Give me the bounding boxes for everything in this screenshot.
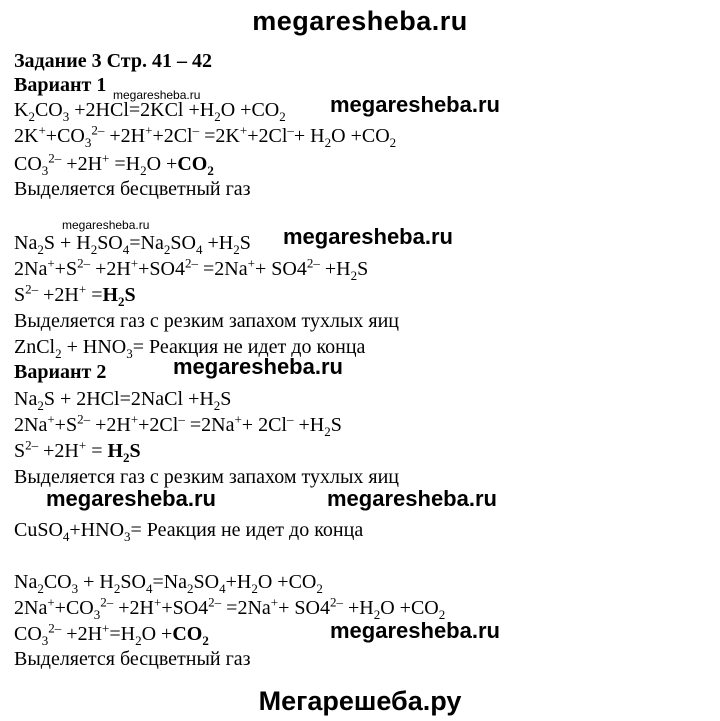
v2-r1-full-ionic-equation: $2Na^++S^{2-} +2H^++2Cl^- =2Na^++ 2Cl^- +H_2S$ (14, 411, 342, 439)
footer-site-name[interactable]: Мегарешеба.ру (258, 686, 462, 716)
v1-r2-result-text: Выделяется газ с резким запахом тухлых яиц (14, 310, 400, 332)
v2-r3-result-text: Выделяется бесцветный газ (14, 648, 251, 670)
v1-r1-result-text: Выделяется бесцветный газ (14, 178, 251, 200)
v2-r3-short-ionic-equation: $CO_3^{2-} +2H^+=H_2O +CO_2$ (14, 620, 209, 648)
v1-r1-full-ionic-equation: $2K^++CO_3^{2-} +2H^++2Cl^- =2K^++2Cl^-+ H_2O +CO_2$ (14, 122, 397, 150)
watermark: megaresheba.ru (330, 92, 500, 117)
variant-1-label: Вариант 1 (14, 74, 107, 96)
watermark: megaresheba.ru (283, 224, 453, 249)
v1-r2-molecular-equation: $Na_2S + H_2SO_4=Na_2SO_4 +H_2S$ (14, 232, 251, 257)
watermark: megaresheba.ru (173, 354, 343, 379)
v1-r3-equation: ZnCl$_2$ + $HNO_3=$ Реакция не идет до конца (14, 336, 366, 361)
watermark: megaresheba.ru (46, 486, 216, 511)
v1-r1-short-ionic-equation: $CO_3^{2-} +2H^+ =H_2O +CO_2$ (14, 150, 214, 178)
v1-r2-full-ionic-equation: $2Na^++S^{2-} +2H^++SO4^{2-} =2Na^++ SO4^{2-} +H_2S$ (14, 255, 369, 283)
v1-r1-molecular-equation: $K_2CO_3 +2HCl=2KCl +H_2O +CO_2$ (14, 99, 286, 124)
watermark-small: megaresheba.ru (62, 218, 150, 232)
v1-r2-short-ionic-equation: $S^{2-} +2H^+ =H_2S$ (14, 281, 136, 309)
task-title: Задание 3 Стр. 41 – 42 (14, 50, 212, 72)
watermark: megaresheba.ru (330, 618, 500, 643)
watermark: megaresheba.ru (327, 486, 497, 511)
v2-r3-molecular-equation: $Na_2CO_3 + H_2SO_4=Na_2SO_4+H_2O +CO_2$ (14, 571, 323, 596)
variant-2-label: Вариант 2 (14, 361, 107, 383)
v2-r1-molecular-equation: $Na_2S$ + 2HCl=2NaCl $+H_2S$ (14, 388, 232, 413)
header-site-name[interactable]: megaresheba.ru (252, 6, 468, 36)
v2-r1-result-text: Выделяется газ с резким запахом тухлых яиц (14, 466, 400, 488)
v2-r1-short-ionic-equation: $S^{2-} +2H^+ = H_2S$ (14, 437, 141, 465)
v2-r3-full-ionic-equation: $2Na^++CO_3^{2-} +2H^++SO4^{2-} =2Na^++ SO4^{2-} +H_2O +CO_2$ (14, 594, 446, 622)
watermark-small: megaresheba.ru (113, 88, 201, 102)
v2-r2-equation: $CuSO_4+HNO_3=$ Реакция не идет до конца (14, 519, 364, 544)
